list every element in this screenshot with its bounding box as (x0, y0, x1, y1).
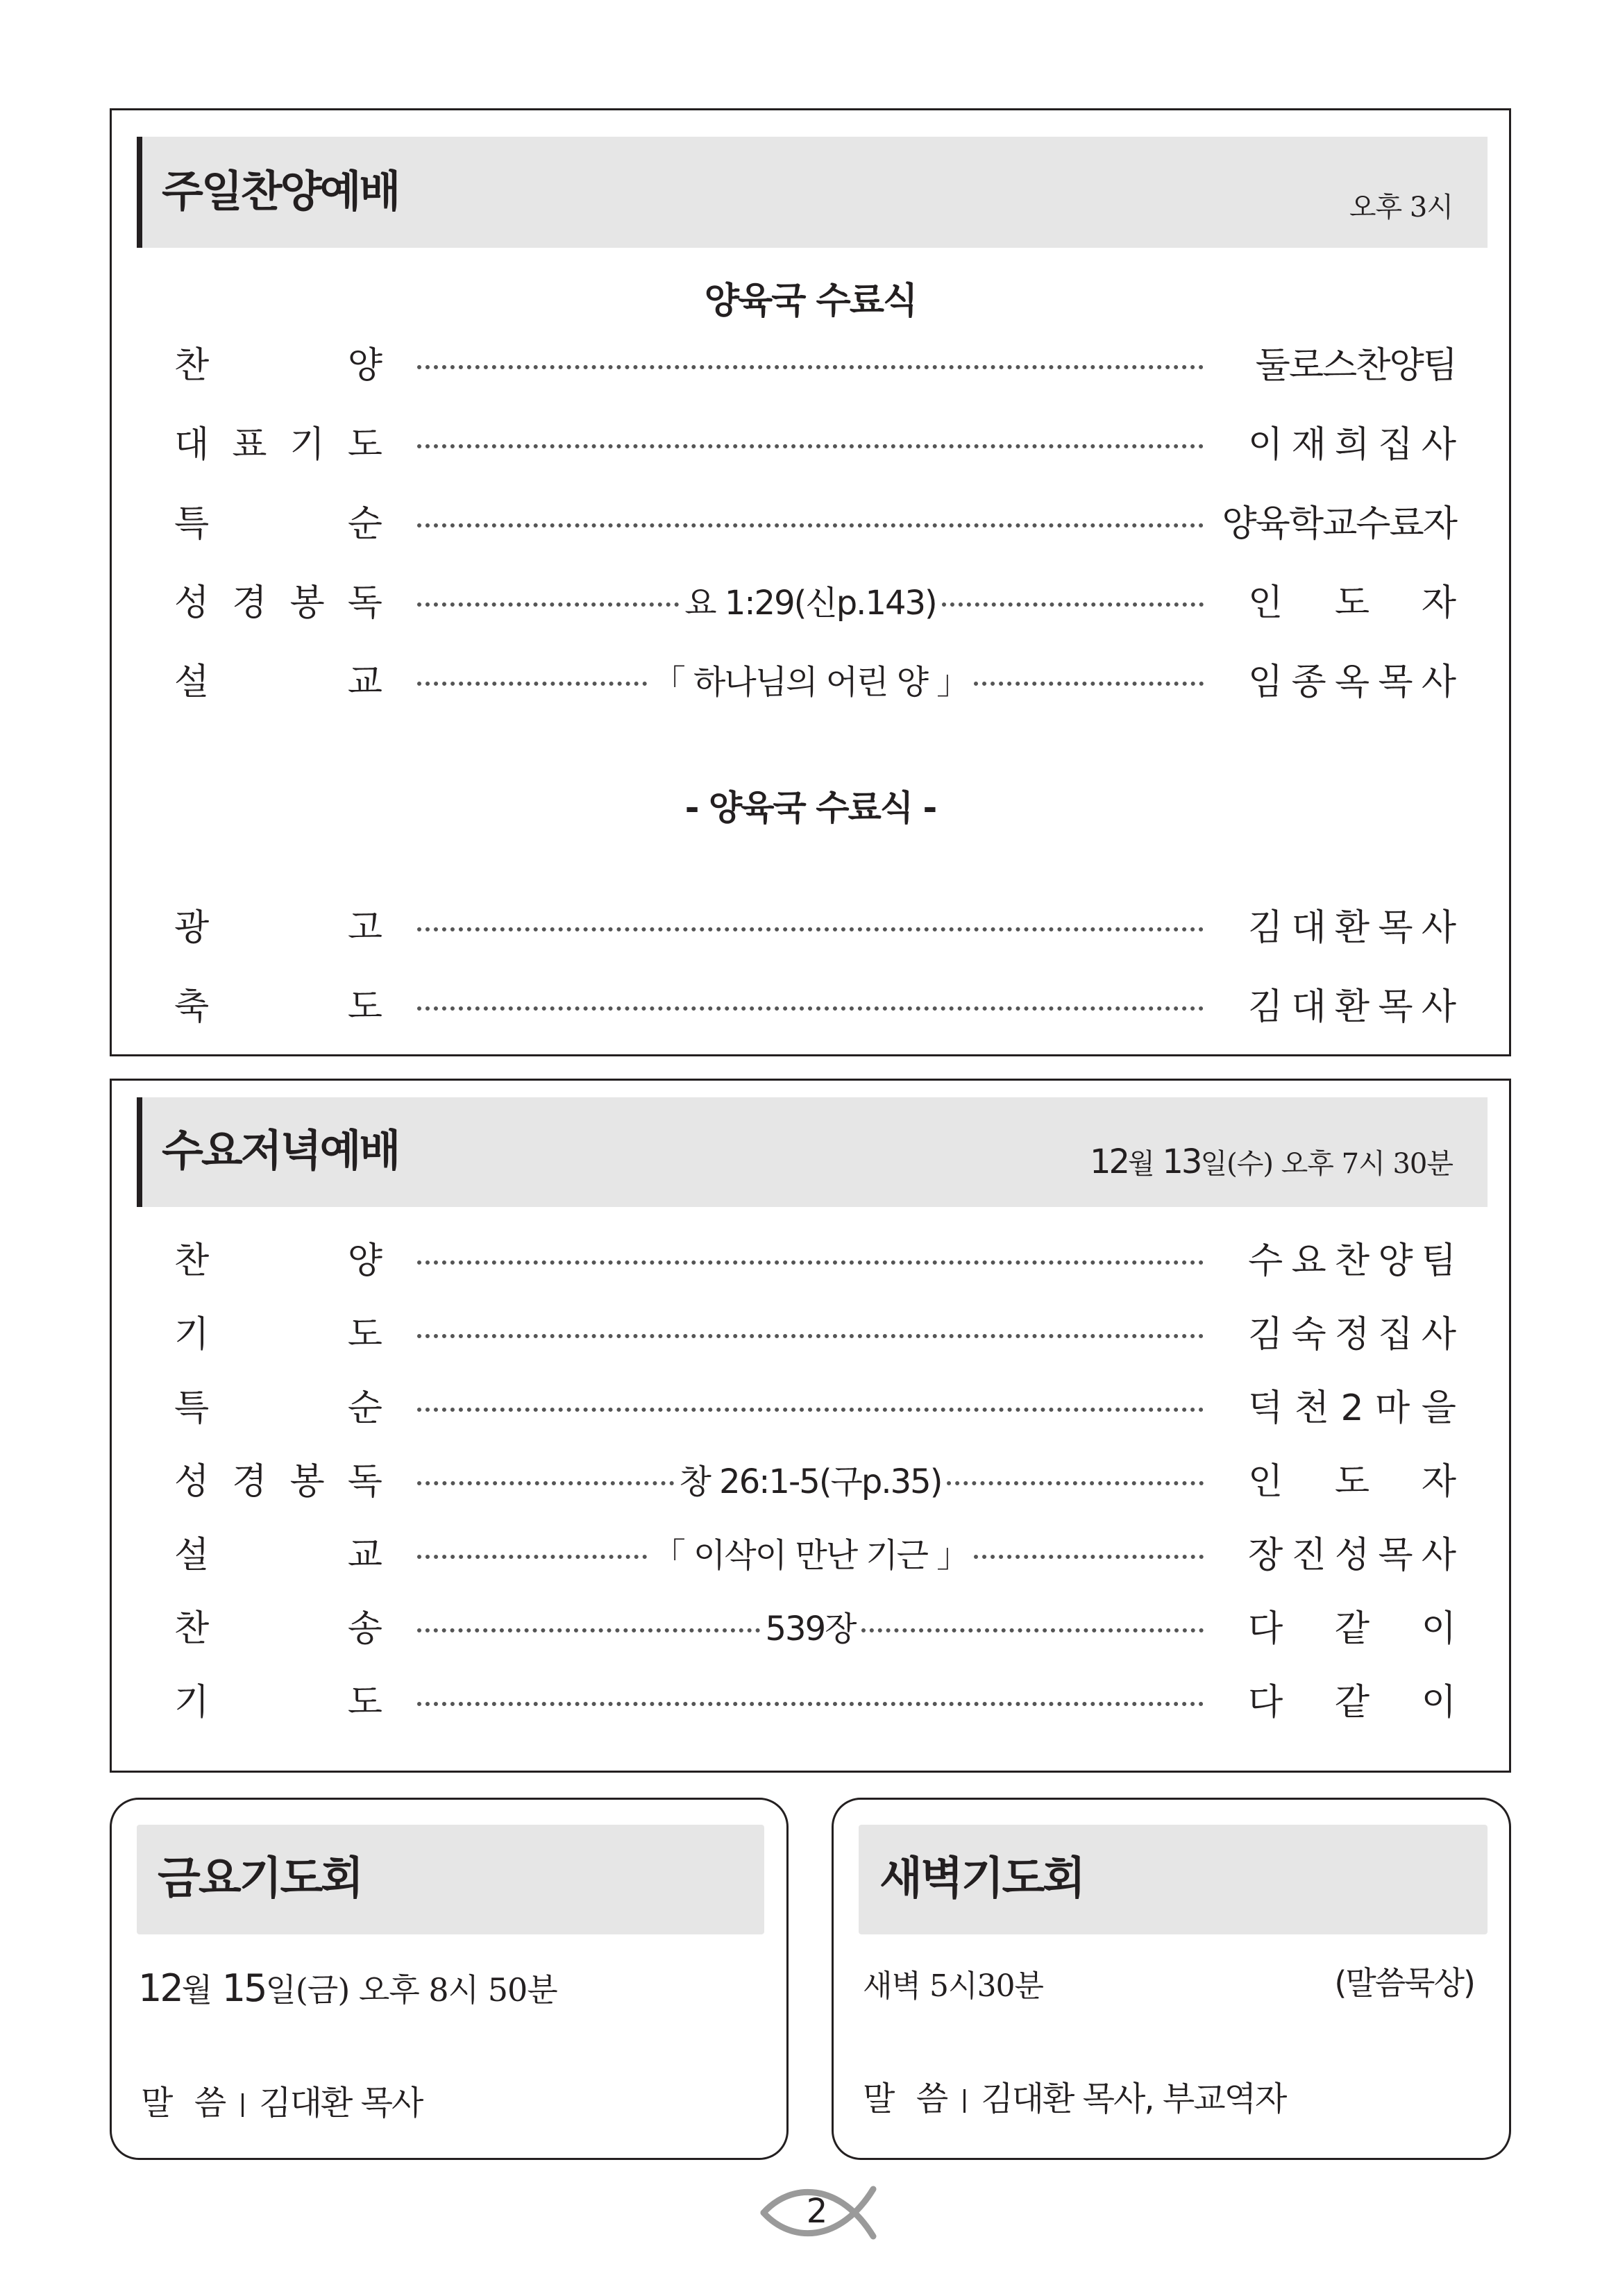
dot-leader (417, 1382, 1204, 1435)
person-char: 사 (1421, 907, 1456, 949)
sermon-label: 말 씀 (141, 2084, 227, 2122)
label-char: 성 (174, 1461, 210, 1503)
person-char: 목 (1378, 661, 1413, 703)
order-item-label (174, 339, 382, 392)
order-row (112, 339, 1509, 392)
order-row (112, 1455, 1509, 1508)
friday-sermon (141, 2076, 422, 2124)
label-char: 도 (347, 986, 382, 1028)
order-row (112, 1308, 1509, 1361)
person-char: 사 (1421, 1535, 1456, 1576)
dawn-prayer-box (832, 1798, 1511, 2160)
order-item-person (1248, 1603, 1456, 1655)
label-char: 독 (347, 1461, 382, 1503)
person-char: 대 (1291, 907, 1326, 949)
dot-line (417, 1006, 1204, 1011)
label-char: 설 (174, 661, 210, 703)
person-char: 집 (1378, 424, 1413, 466)
separator (963, 2089, 966, 2113)
dot-line (861, 1628, 1204, 1632)
order-item-label (174, 1455, 382, 1508)
person-char: 사 (1421, 424, 1456, 466)
order-item-detail: 539장 (765, 1610, 856, 1648)
order-item-person (1248, 419, 1456, 471)
order-item-person (1248, 1235, 1456, 1288)
order-item-label (174, 1603, 382, 1655)
person-char: 장 (1248, 1535, 1283, 1576)
dawn-prayer-time: 새벽 5시30분 (863, 1968, 1043, 2004)
order-item-label (174, 1676, 382, 1729)
dot-leader (417, 577, 1204, 630)
order-item-person (1248, 339, 1456, 392)
person-char: 종 (1291, 661, 1326, 703)
person-char: 다 (1248, 1608, 1283, 1650)
label-char: 광 (174, 907, 210, 949)
time-month-unit: 월 (181, 1971, 212, 2009)
time-day-unit: 일(금) 오후 8시 50분 (265, 1971, 557, 2009)
label-char: 고 (347, 907, 382, 949)
header-accent-bar (137, 137, 142, 248)
order-item-detail: 「 이삭이 만난 기근 」 (652, 1536, 969, 1575)
order-item-detail: 창 26:1-5(구p.35) (679, 1462, 942, 1501)
person-char: 양육학교수료자 (1222, 503, 1456, 545)
dot-line (417, 1481, 674, 1485)
dot-leader (417, 1676, 1204, 1729)
label-char: 양 (347, 345, 382, 387)
label-char: 축 (174, 986, 210, 1028)
person-char: 옥 (1334, 661, 1370, 703)
person-char: 요 (1291, 1240, 1326, 1282)
person-char: 을 (1421, 1387, 1456, 1429)
dot-leader (417, 902, 1204, 954)
order-item-label (174, 1382, 382, 1435)
dawn-prayer-header (859, 1825, 1488, 1934)
label-char: 특 (174, 503, 210, 545)
friday-prayer-header (137, 1825, 764, 1934)
person-char: 목 (1378, 1535, 1413, 1576)
dot-line (947, 1481, 1204, 1485)
person-char: 이 (1248, 424, 1283, 466)
person-char: 자 (1421, 1461, 1456, 1503)
person-char: 환 (1334, 986, 1370, 1028)
sermon-speaker: 김대환 목사 (259, 2084, 423, 2122)
order-item-label (174, 902, 382, 954)
label-char: 교 (347, 661, 382, 703)
label-char: 찬 (174, 1608, 210, 1650)
order-item-person (1248, 577, 1456, 630)
label-char: 독 (347, 582, 382, 624)
person-char: 사 (1421, 661, 1456, 703)
label-char: 특 (174, 1387, 210, 1429)
person-char: 천 (1294, 1387, 1329, 1429)
label-char: 성 (174, 582, 210, 624)
order-row (112, 577, 1509, 630)
sunday-service-box (110, 108, 1511, 1056)
dot-line (417, 682, 647, 686)
person-char: 김 (1248, 986, 1283, 1028)
label-char: 기 (174, 1682, 210, 1723)
dot-line (417, 1628, 760, 1632)
dot-leader (417, 419, 1204, 471)
sunday-service-time: 오후 3시 (1349, 192, 1453, 223)
person-char: 같 (1334, 1682, 1370, 1723)
dot-line (417, 523, 1204, 527)
order-item-label (174, 981, 382, 1033)
ceremony-label: - 양육국 수료식 - (684, 788, 936, 828)
dot-leader (417, 1603, 1204, 1655)
dot-leader (417, 498, 1204, 550)
person-char: 환 (1334, 907, 1370, 949)
person-char: 마 (1375, 1387, 1410, 1429)
label-char: 설 (174, 1535, 210, 1576)
label-char: 찬 (174, 1240, 210, 1282)
dot-line (417, 1408, 1204, 1412)
wednesday-service-time (1090, 1142, 1453, 1181)
order-row (112, 1529, 1509, 1582)
person-char: 이 (1421, 1682, 1456, 1723)
friday-prayer-time (138, 1965, 557, 2011)
person-char: 같 (1334, 1608, 1370, 1650)
label-char: 도 (347, 1314, 382, 1356)
dot-leader (417, 1235, 1204, 1288)
friday-prayer-box (110, 1798, 789, 2160)
order-item-person (1248, 1529, 1456, 1582)
dawn-prayer-title: 새벽기도회 (879, 1853, 1084, 1905)
order-item-label (174, 1235, 382, 1288)
order-item-person (1248, 902, 1456, 954)
person-char: 목 (1378, 907, 1413, 949)
label-char: 순 (347, 1387, 382, 1429)
label-char: 경 (232, 1461, 267, 1503)
person-char: 자 (1421, 582, 1456, 624)
header-accent-bar (137, 1097, 142, 1207)
dot-line (417, 602, 679, 607)
dot-line (417, 1260, 1204, 1265)
sermon-speaker: 김대환 목사, 부교역자 (981, 2079, 1286, 2118)
label-char: 경 (232, 582, 267, 624)
order-row (112, 656, 1509, 709)
dot-line (417, 1334, 1204, 1338)
friday-prayer-title: 금요기도회 (158, 1853, 362, 1905)
person-char: 대 (1291, 986, 1326, 1028)
dawn-sermon (863, 2072, 1286, 2120)
sermon-label: 말 씀 (863, 2079, 949, 2118)
person-char: 도 (1334, 582, 1370, 624)
dot-line (417, 927, 1204, 931)
person-char: 2 (1340, 1387, 1364, 1429)
sunday-service-title: 주일찬양예배 (162, 166, 399, 217)
order-item-person (1248, 656, 1456, 709)
label-char: 도 (347, 1682, 382, 1723)
order-row (112, 902, 1509, 954)
person-char: 목 (1378, 986, 1413, 1028)
dot-line (417, 444, 1204, 448)
person-char: 찬 (1334, 1240, 1370, 1282)
dawn-prayer-note: (말씀묵상) (1334, 1964, 1474, 2002)
order-item-person (1248, 1676, 1456, 1729)
person-char: 김 (1248, 907, 1283, 949)
wednesday-service-box (110, 1079, 1511, 1773)
label-char: 대 (174, 424, 210, 466)
dot-leader (417, 1308, 1204, 1361)
time-day-unit: 일(수) 오후 7시 30분 (1200, 1148, 1453, 1180)
person-char: 도 (1334, 1461, 1370, 1503)
sunday-subtitle: 양육국 수료식 (704, 280, 917, 322)
label-char: 표 (232, 424, 267, 466)
person-char: 인 (1248, 582, 1283, 624)
person-char: 이 (1421, 1608, 1456, 1650)
person-char: 덕 (1248, 1387, 1283, 1429)
order-row (112, 1603, 1509, 1655)
order-row (112, 498, 1509, 550)
dot-leader (417, 1455, 1204, 1508)
dot-leader (417, 656, 1204, 709)
person-char: 팀 (1421, 1240, 1456, 1282)
order-row (112, 1676, 1509, 1729)
time-month: 12 (138, 1966, 182, 2010)
person-char: 희 (1334, 424, 1370, 466)
order-item-person (1248, 1455, 1456, 1508)
order-item-label (174, 1308, 382, 1361)
order-row (112, 1235, 1509, 1288)
person-char: 숙 (1291, 1314, 1326, 1356)
order-item-label (174, 577, 382, 630)
label-char: 봉 (289, 582, 325, 624)
label-char: 송 (347, 1608, 382, 1650)
person-char: 사 (1421, 1314, 1456, 1356)
label-char: 양 (347, 1240, 382, 1282)
label-char: 기 (174, 1314, 210, 1356)
dot-line (417, 1555, 647, 1559)
dot-leader (417, 981, 1204, 1033)
page-number: 2 (806, 2192, 828, 2231)
person-char: 진 (1291, 1535, 1326, 1576)
order-row (112, 1382, 1509, 1435)
wednesday-service-title: 수요저녁예배 (162, 1125, 399, 1176)
person-char: 양 (1378, 1240, 1413, 1282)
page-number-emblem (757, 2179, 888, 2246)
label-char: 봉 (289, 1461, 325, 1503)
order-item-label (174, 1529, 382, 1582)
order-item-label (174, 498, 382, 550)
time-day: 13 (1162, 1142, 1201, 1181)
dot-line (417, 1702, 1204, 1706)
order-item-detail: 요 1:29(신p.143) (684, 584, 936, 623)
label-char: 순 (347, 503, 382, 545)
label-char: 교 (347, 1535, 382, 1576)
sunday-service-header (137, 137, 1488, 248)
dot-line (417, 365, 1204, 369)
person-char: 사 (1421, 986, 1456, 1028)
person-char: 다 (1248, 1682, 1283, 1723)
order-item-detail: 「 하나님의 어린 양 」 (652, 663, 969, 702)
label-char: 기 (289, 424, 325, 466)
time-month: 12 (1089, 1142, 1129, 1181)
person-char: 수 (1248, 1240, 1283, 1282)
order-item-person (1248, 1382, 1456, 1435)
dot-leader (417, 339, 1204, 392)
person-char: 임 (1248, 661, 1283, 703)
order-item-label (174, 419, 382, 471)
dot-line (942, 602, 1204, 607)
label-char: 찬 (174, 345, 210, 387)
person-char: 김 (1248, 1314, 1283, 1356)
separator (242, 2093, 244, 2117)
label-char: 도 (347, 424, 382, 466)
order-item-label (174, 656, 382, 709)
dot-line (974, 1555, 1204, 1559)
dot-line (974, 682, 1204, 686)
dot-leader (417, 1529, 1204, 1582)
person-char: 성 (1334, 1535, 1370, 1576)
order-item-person (1248, 981, 1456, 1033)
person-char: 정 (1334, 1314, 1370, 1356)
person-char: 인 (1248, 1461, 1283, 1503)
time-day: 15 (221, 1966, 266, 2010)
person-char: 재 (1291, 424, 1326, 466)
time-month-unit: 월 (1128, 1148, 1154, 1180)
person-char: 집 (1378, 1314, 1413, 1356)
order-row (112, 981, 1509, 1033)
person-char: 둘로스찬양팀 (1255, 345, 1456, 387)
wednesday-service-header (137, 1097, 1488, 1207)
order-item-person (1248, 1308, 1456, 1361)
order-item-person (1222, 498, 1456, 550)
order-row (112, 419, 1509, 471)
